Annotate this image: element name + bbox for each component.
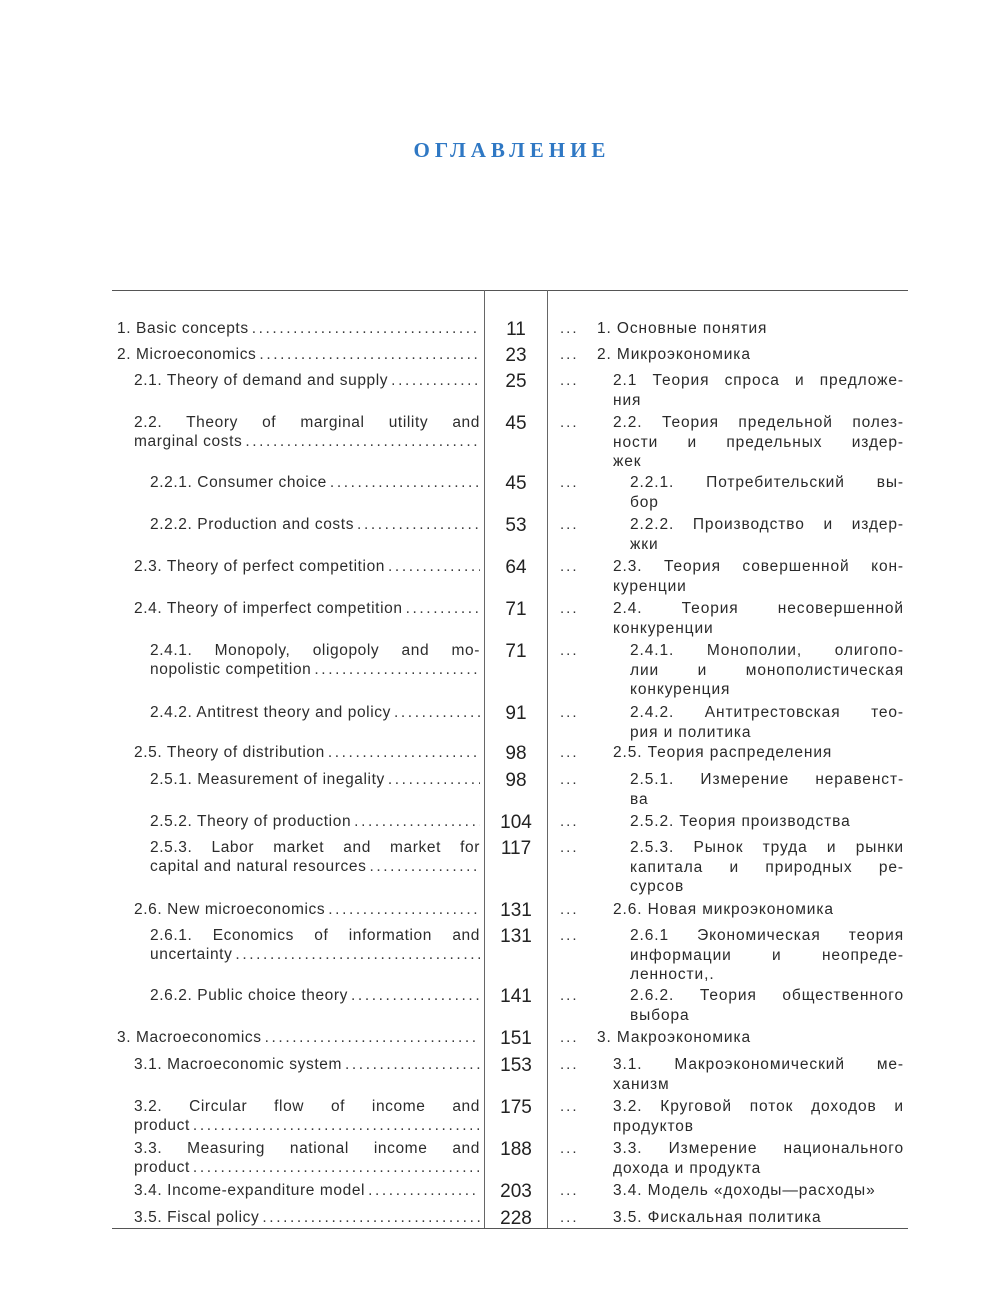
english-title-text: 3. Macroeconomics xyxy=(117,1029,262,1046)
english-title-line xyxy=(134,900,480,919)
russian-title-line: 3.5. Фискальная политика xyxy=(613,1209,822,1226)
english-title-text: 2.5.2. Theory of production xyxy=(150,813,352,830)
dot-leader xyxy=(368,1181,480,1200)
english-title-line xyxy=(134,557,480,576)
russian-leader: ... xyxy=(560,1056,579,1073)
russian-title xyxy=(613,413,904,472)
english-title-line: 2.5.3. Labor market and market for xyxy=(150,839,480,856)
dot-leader xyxy=(235,945,480,964)
english-title-line: 2.6.1. Economics of information and xyxy=(150,927,480,944)
english-title-line xyxy=(117,1028,480,1047)
english-title xyxy=(117,1028,480,1047)
russian-leader: ... xyxy=(560,372,579,389)
english-title-line xyxy=(150,986,480,1005)
english-title xyxy=(150,703,480,722)
english-title xyxy=(150,473,480,492)
english-title-line xyxy=(134,1208,480,1227)
russian-title-line: 3. Макроэкономика xyxy=(597,1029,751,1046)
russian-leader: ... xyxy=(560,346,579,363)
page-number: 141 xyxy=(500,986,532,1007)
english-title xyxy=(117,345,480,364)
english-title-text: 3.4. Income-expanditure model xyxy=(134,1182,366,1199)
dot-leader xyxy=(193,1158,480,1177)
english-title-line xyxy=(150,770,480,789)
dot-leader xyxy=(406,599,480,618)
dot-leader xyxy=(394,703,480,722)
dot-leader xyxy=(330,473,480,492)
russian-title xyxy=(613,900,904,920)
english-title-text: 2.1. Theory of demand and supply xyxy=(134,372,389,389)
russian-title-line: 2.5. Теория распределения xyxy=(613,744,833,761)
russian-title-line: ханизм xyxy=(613,1075,670,1093)
dot-leader xyxy=(328,743,480,762)
russian-title xyxy=(613,1181,904,1201)
page-number: 25 xyxy=(505,371,527,392)
dot-leader xyxy=(262,1208,480,1227)
english-title-text: marginal costs xyxy=(134,433,243,450)
english-title-text: 2.5.1. Measurement of inegality xyxy=(150,771,385,788)
english-title-text: 2.4.2. Antitrest theory and policy xyxy=(150,704,391,721)
dot-leader xyxy=(314,660,480,679)
english-title-text: 2.6.2. Public choice theory xyxy=(150,987,348,1004)
russian-title-line: 2.2.1. Потребительский вы- xyxy=(630,474,904,491)
page-number: 104 xyxy=(500,812,532,833)
russian-leader: ... xyxy=(560,927,579,944)
russian-title-line: информации и неопреде- xyxy=(630,946,904,964)
dot-leader xyxy=(345,1055,480,1074)
russian-leader: ... xyxy=(560,704,579,721)
russian-title xyxy=(630,473,904,512)
english-title xyxy=(134,557,480,576)
russian-leader: ... xyxy=(560,474,579,491)
russian-leader: ... xyxy=(560,1182,579,1199)
page-number: 131 xyxy=(500,926,532,947)
russian-title-line: 3.4. Модель «доходы—расходы» xyxy=(613,1182,876,1199)
english-title xyxy=(134,1055,480,1074)
page-number: 71 xyxy=(505,599,527,620)
russian-title xyxy=(613,1097,904,1136)
english-title-line xyxy=(150,660,480,679)
page-number: 228 xyxy=(500,1208,532,1229)
russian-title xyxy=(630,986,904,1025)
page-number: 23 xyxy=(505,345,527,366)
russian-leader: ... xyxy=(560,744,579,761)
russian-title-line: 3.3. Измерение национального xyxy=(613,1140,904,1157)
page-number: 151 xyxy=(500,1028,532,1049)
english-title-text: 2. Microeconomics xyxy=(117,346,257,363)
page-number: 131 xyxy=(500,900,532,921)
english-title-line xyxy=(150,515,480,534)
english-title xyxy=(150,812,480,831)
russian-leader: ... xyxy=(560,1098,579,1115)
english-title-text: 2.3. Theory of perfect competition xyxy=(134,558,386,575)
russian-leader: ... xyxy=(560,320,579,337)
russian-title-line: 2.2. Теория предельной полез- xyxy=(613,414,904,431)
page-number: 175 xyxy=(500,1097,532,1118)
russian-title-line: сурсов xyxy=(630,878,685,895)
russian-title xyxy=(613,1208,904,1228)
english-title-line xyxy=(134,1181,480,1200)
dot-leader xyxy=(252,319,480,338)
english-title-text: 2.6. New microeconomics xyxy=(134,901,326,918)
russian-leader: ... xyxy=(560,600,579,617)
english-title xyxy=(134,1097,480,1135)
english-title-line xyxy=(134,1055,480,1074)
dot-leader xyxy=(354,812,480,831)
russian-leader: ... xyxy=(560,771,579,788)
page-number: 188 xyxy=(500,1139,532,1160)
russian-leader: ... xyxy=(560,1029,579,1046)
russian-title-line: продуктов xyxy=(613,1117,694,1135)
dot-leader xyxy=(328,900,480,919)
english-title xyxy=(134,599,480,618)
russian-title-line: 2.5.2. Теория производства xyxy=(630,813,851,830)
english-title-text: product xyxy=(134,1117,190,1134)
russian-title xyxy=(597,345,904,365)
russian-title-line: выбора xyxy=(630,1006,690,1024)
english-title-line xyxy=(150,703,480,722)
english-title-line xyxy=(150,812,480,831)
english-title xyxy=(134,1139,480,1177)
russian-title-line: 3.2. Круговой поток доходов и xyxy=(613,1098,904,1115)
russian-title-line: 2. Микроэкономика xyxy=(597,346,751,363)
page-number: 45 xyxy=(505,473,527,494)
page-number: 53 xyxy=(505,515,527,536)
english-title-line xyxy=(150,945,480,964)
column-divider-right xyxy=(547,290,548,1228)
russian-leader: ... xyxy=(560,558,579,575)
english-title xyxy=(134,743,480,762)
russian-title-line: жки xyxy=(630,535,659,553)
dot-leader xyxy=(388,557,480,576)
dot-leader xyxy=(391,371,480,390)
russian-title-line: конкуренции xyxy=(613,619,714,637)
russian-title xyxy=(630,812,904,832)
dot-leader xyxy=(265,1028,480,1047)
page-number: 11 xyxy=(506,319,526,340)
english-title-line xyxy=(134,432,480,451)
page-number: 203 xyxy=(500,1181,532,1202)
russian-title xyxy=(630,703,904,742)
english-title-line xyxy=(134,1116,480,1135)
russian-title-line: капитала и природных ре- xyxy=(630,858,904,876)
russian-title xyxy=(613,599,904,638)
russian-leader: ... xyxy=(560,839,579,856)
dot-leader xyxy=(357,515,480,534)
english-title xyxy=(150,770,480,789)
dot-leader xyxy=(369,857,480,876)
russian-title-line: лии и монополистическая xyxy=(630,661,904,679)
page-number: 117 xyxy=(500,838,532,859)
russian-leader: ... xyxy=(560,813,579,830)
russian-title xyxy=(613,1139,904,1178)
dot-leader xyxy=(193,1116,480,1135)
english-title xyxy=(150,641,480,679)
russian-title-line: 2.4.1. Монополии, олигопо- xyxy=(630,642,904,659)
english-title-line xyxy=(134,1158,480,1177)
russian-leader: ... xyxy=(560,987,579,1004)
dot-leader xyxy=(245,432,480,451)
russian-title xyxy=(597,319,904,339)
english-title xyxy=(150,986,480,1005)
russian-title-line: 2.6.1 Экономическая теория xyxy=(630,927,904,944)
english-title-text: capital and natural resources xyxy=(150,858,367,875)
column-divider-left xyxy=(484,290,485,1228)
russian-title-line: бор xyxy=(630,493,659,511)
russian-title xyxy=(630,926,904,985)
russian-title-line: 2.4. Теория несовершенной xyxy=(613,600,904,617)
russian-title-line: рия и политика xyxy=(630,723,752,741)
dot-leader xyxy=(388,770,480,789)
russian-title-line: 2.6. Новая микроэкономика xyxy=(613,901,834,918)
page-number: 153 xyxy=(500,1055,532,1076)
russian-leader: ... xyxy=(560,1209,579,1226)
russian-title-line: 2.4.2. Антитрестовская тео- xyxy=(630,704,904,721)
english-title-line xyxy=(134,599,480,618)
english-title-text: 2.4. Theory of imperfect competition xyxy=(134,600,403,617)
russian-title-line: 1. Основные понятия xyxy=(597,320,768,337)
russian-title xyxy=(630,515,904,554)
english-title-line xyxy=(150,473,480,492)
russian-title-line: 2.5.3. Рынок труда и рынки xyxy=(630,839,904,856)
russian-title-line: 2.6.2. Теория общественного xyxy=(630,987,904,1004)
english-title-text: 2.2.1. Consumer choice xyxy=(150,474,327,491)
english-title xyxy=(134,371,480,390)
russian-title-line: конкуренция xyxy=(630,681,731,698)
russian-leader: ... xyxy=(560,642,579,659)
russian-title xyxy=(630,770,904,809)
dot-leader xyxy=(351,986,480,1005)
english-title-line: 3.2. Circular flow of income and xyxy=(134,1098,480,1115)
russian-title-line: жек xyxy=(613,453,642,470)
russian-title-line: 3.1. Макроэкономический ме- xyxy=(613,1056,904,1073)
english-title-text: 3.5. Fiscal policy xyxy=(134,1209,260,1226)
page-number: 45 xyxy=(505,413,527,434)
russian-title-line: ности и предельных издер- xyxy=(613,433,904,451)
english-title xyxy=(134,413,480,451)
english-title-text: nopolistic competition xyxy=(150,661,312,678)
table-top-rule xyxy=(112,290,908,291)
russian-title-line: ленности,. xyxy=(630,966,715,983)
english-title-line xyxy=(117,345,480,364)
english-title-line xyxy=(150,857,480,876)
russian-title-line: ва xyxy=(630,790,649,808)
russian-leader: ... xyxy=(560,516,579,533)
page-number: 98 xyxy=(505,770,527,791)
russian-title xyxy=(597,1028,904,1048)
english-title xyxy=(134,1208,480,1227)
page-number: 91 xyxy=(505,703,527,724)
russian-leader: ... xyxy=(560,901,579,918)
page-title: ОГЛАВЛЕНИЕ xyxy=(413,138,611,162)
russian-leader: ... xyxy=(560,414,579,431)
russian-title-line: 2.3. Теория совершенной кон- xyxy=(613,558,904,575)
dot-leader xyxy=(259,345,480,364)
english-title-text: product xyxy=(134,1159,190,1176)
russian-title-line: 2.1 Теория спроса и предложе- xyxy=(613,372,904,389)
english-title-line: 3.3. Measuring national income and xyxy=(134,1140,480,1157)
russian-title xyxy=(613,743,904,763)
english-title xyxy=(134,1181,480,1200)
russian-title xyxy=(630,641,904,700)
english-title-line xyxy=(134,371,480,390)
english-title-text: 1. Basic concepts xyxy=(117,320,249,337)
english-title-line: 2.4.1. Monopoly, oligopoly and mo- xyxy=(150,642,480,659)
page-number: 64 xyxy=(505,557,527,578)
page-number: 98 xyxy=(505,743,527,764)
english-title-text: 2.2.2. Production and costs xyxy=(150,516,355,533)
russian-title xyxy=(613,1055,904,1094)
english-title-line: 2.2. Theory of marginal utility and xyxy=(134,414,480,431)
english-title-text: uncertainty xyxy=(150,946,233,963)
english-title xyxy=(150,515,480,534)
english-title xyxy=(150,838,480,876)
page-number: 71 xyxy=(505,641,527,662)
english-title-line xyxy=(134,743,480,762)
russian-leader: ... xyxy=(560,1140,579,1157)
english-title xyxy=(117,319,480,338)
english-title xyxy=(134,900,480,919)
russian-title-line: 2.2.2. Производство и издер- xyxy=(630,516,904,533)
english-title-line xyxy=(117,319,480,338)
russian-title xyxy=(613,557,904,596)
russian-title-line: куренции xyxy=(613,577,687,595)
english-title xyxy=(150,926,480,964)
russian-title-line: ния xyxy=(613,391,642,409)
english-title-text: 2.5. Theory of distribution xyxy=(134,744,325,761)
russian-title-line: дохода и продукта xyxy=(613,1159,762,1177)
russian-title-line: 2.5.1. Измерение неравенст- xyxy=(630,771,904,788)
russian-title xyxy=(630,838,904,897)
russian-title xyxy=(613,371,904,410)
english-title-text: 3.1. Macroeconomic system xyxy=(134,1056,342,1073)
